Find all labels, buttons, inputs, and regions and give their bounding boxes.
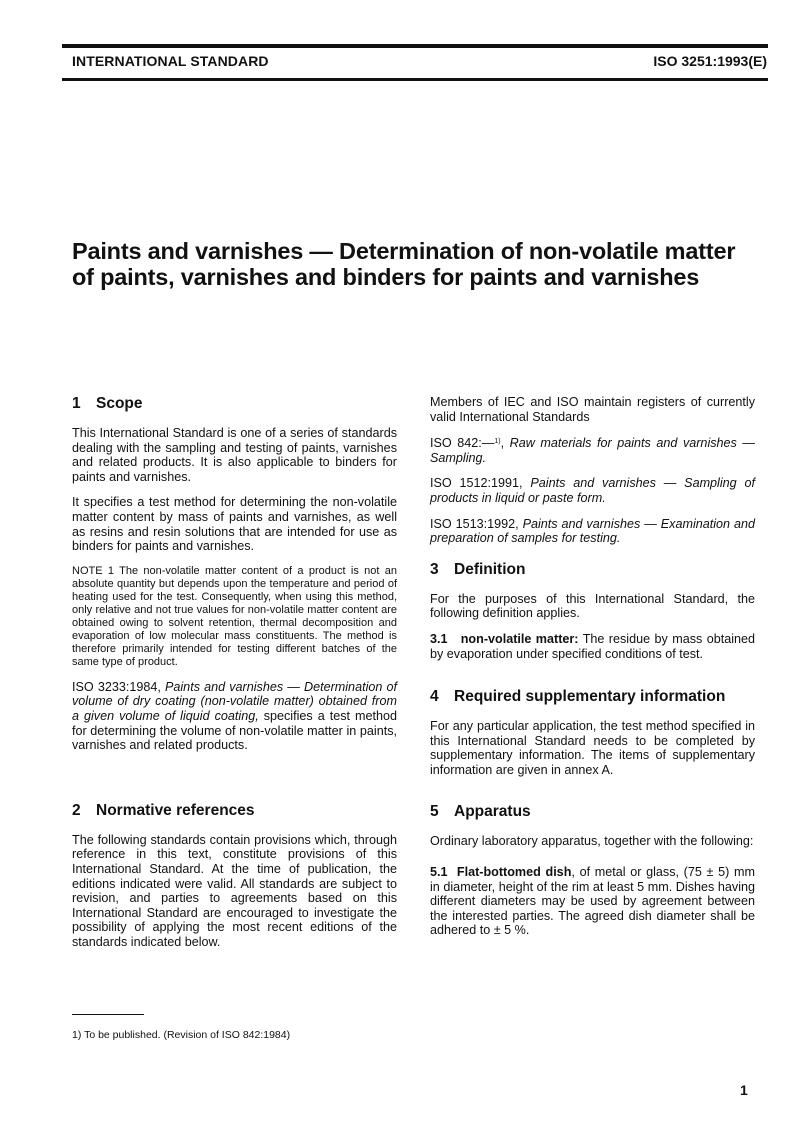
section-number: 5 [430,802,439,820]
scope-paragraph-1: This International Standard is one of a series of standards dealing with the sampling and testing of paints, varnishes and related products. It is also applicable to binders for paints and varnishes. [72,426,397,484]
reference-id: ISO 842:— [430,436,495,451]
reference-title: Paints and varnishes — Determination of volume of dry coating (non-volatile matter) obtained from a given volume of liquid coating, [72,679,397,723]
reference-item: ISO 842:—$^{1)}$, Raw materials for paints and varnishes — Sampling. [430,436,755,465]
section-number: 4 [430,688,439,706]
reference-title: Raw materials for paints and varnishes — Sampling. [430,436,755,465]
term-definition: The residue by mass obtained by evaporation under specified conditions of test. [430,631,756,661]
item-term: Flat-bottomed dish [456,865,572,880]
footnote-rule [72,1014,144,1015]
section-number: 2 [72,801,81,819]
reference-item [430,517,755,546]
section-title: Normative references [96,801,255,819]
supplementary-paragraph: For any particular application, the test method specified in this International Standard needs to be completed by supplementary information. The items of supplementary information are given in annex A. [430,719,755,777]
normative-paragraph: The following standards contain provisions which, through reference in this text, constitute provisions of this International Standard. At the time of publication, the editions indicated were valid. All standards are subject to revision, and parties to agreements based on this International Standard are encouraged to investigate the possibility of applying the most recent editions of the standards indicated below. [72,832,397,949]
footnote: 1) To be published. (Revision of ISO 842:1984) [72,1029,291,1041]
reference-title: Paints and varnishes — Examination and preparation of samples for testing. [430,516,755,546]
header-rule-top [62,44,768,48]
term-name: non-volatile matter: [460,631,579,646]
reference-id: ISO 1512:1991, [430,476,523,491]
section-heading-supplementary [430,688,755,706]
document-number: ISO 3251:1993(E) [653,53,767,69]
apparatus-paragraph: Ordinary laboratory apparatus, together with the following: [430,833,754,848]
section-title: Scope [96,395,143,412]
scope-paragraph-2: It specifies a test method for determining the non-volatile matter content by mass of paints and varnishes, as well as resins and resin solutions that are intended for use as binders for paints and varnishes. [72,495,397,554]
reference-title: Paints and varnishes — Sampling of products in liquid or paste form. [430,476,755,505]
reference-id: ISO 1513:1992, [430,516,519,531]
left-column [72,395,397,960]
reference-description: specifies a test method for determining the volume of non-volatile matter in paints, varnishes and related products. [72,708,397,753]
scope-paragraph-3 [72,680,397,753]
section-number: 1 [72,395,81,412]
document-type: INTERNATIONAL STANDARD [72,53,269,69]
members-paragraph: Members of IEC and ISO maintain registers of currently valid International Standards [430,395,755,424]
definition-paragraph: For the purposes of this International Standard, the following definition applies. [430,591,755,621]
header-rule-bottom [62,78,768,81]
apparatus-item [430,865,755,938]
page-title: Paints and varnishes — Determination of non-volatile matter of paints, varnishes and binders for paints and varnishes [72,238,736,290]
term-number: 3.1 [430,631,448,646]
section-title: Required supplementary information [454,688,726,706]
reference-id: ISO 3233:1984, [72,679,161,694]
item-description: , of metal or glass, (75 ± 5) mm in diameter, height of the rim at least 5 mm. Dishes having different diameters may be used by agreement between the interested parties. The agreed dish diameter shall be adhered to ± 5 %. [430,865,755,938]
right-column [430,395,755,949]
section-heading-scope [72,395,397,413]
reference-item [430,476,755,505]
definition-term [430,632,755,661]
page-number: 1 [740,1082,748,1098]
section-heading-normative-references [72,802,397,820]
section-title: Apparatus [454,802,531,820]
footnote-marker: 1) [494,438,501,446]
note-1: NOTE 1 The non-volatile matter content of a product is not an absolute quantity but depends upon the temperature and period of heating used for the test. Consequently, when using this method, only relative and not true values for non-volatile matter content are obtained owing to solvent retention, thermal decomposition and evaporation of low molecular mass constituents. The method is therefore primarily intended for testing different batches of the same type of product. [72,564,397,668]
item-number: 5.1 [430,865,448,880]
section-heading-apparatus [430,803,755,821]
section-number: 3 [430,560,439,578]
section-heading-definition [430,561,755,579]
section-title: Definition [454,560,526,578]
